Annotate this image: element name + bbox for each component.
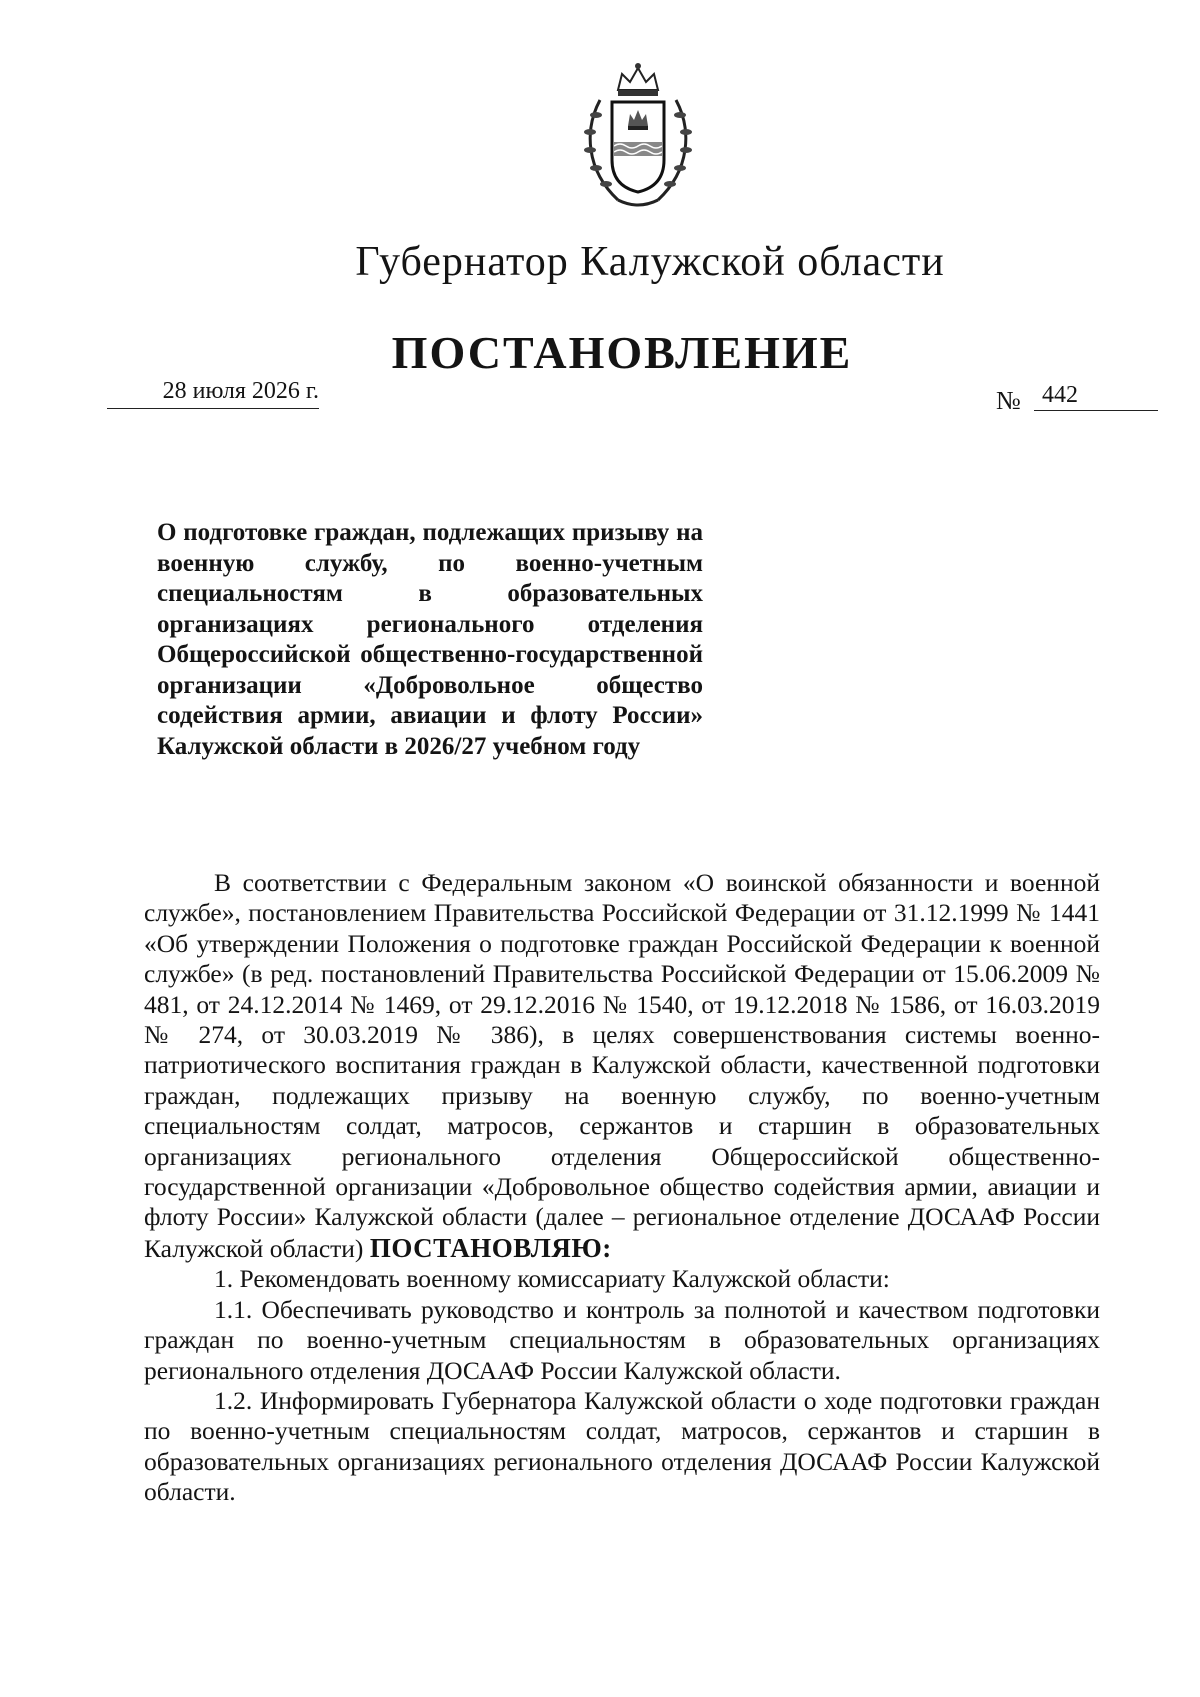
document-number-label: № xyxy=(996,386,1021,415)
document-type-heading: ПОСТАНОВЛЕНИЕ xyxy=(391,327,853,378)
issuing-authority: Губернатор Калужской области xyxy=(355,239,945,285)
decree-word: ПОСТАНОВЛЯЮ: xyxy=(369,1232,612,1263)
item-1-2: 1.2. Информировать Губернатора Калужской области о ходе подготовки граждан по военно-учетным специальностям солдат, матросов, сержантов и старшин в образовательных организациях регионального отделения ДОСААФ России Калужской области. xyxy=(144,1385,1100,1507)
document-title: О подготовке граждан, подлежащих призыву на военную службу, по военно-учетным специальностям в образовательных организациях регионального отделения Общероссийской общественно-государственной организации «Добровольное общество содействия армии, авиации и флоту России» Калужской области в 2026/27 учебном году xyxy=(157,519,703,760)
document-number: 442 xyxy=(1034,380,1158,411)
preamble-paragraph xyxy=(144,868,1100,1264)
document-date: 28 июля 2026 г. xyxy=(107,376,319,409)
preamble-text: В соответствии с Федеральным законом «О воинской обязанности и военной службе», постановлением Правительства Российской Федерации от 31.12.1999 № 1441 «Об утверждении Положения о подготовке граждан Российской Федерации к военной службе» (в ред. постановлений Правительства Российской Федерации от 15.06.2009 № 481, от 24.12.2014 № 1469, от 29.12.2016 № 1540, от 19.12.2018 № 1586, от 16.03.2019 № 274, от 30.03.2019 № 386), в целях совершенствования системы военно-патриотического воспитания граждан в Калужской области, качественной подготовки граждан, подлежащих призыву на военную службу, по военно-учетным специальностям солдат, матросов, сержантов и старшин в образовательных организациях регионального отделения Общероссийской общественно-государственной организации «Добровольное общество содействия армии, авиации и флоту России» Калужской области (далее – региональное отделение ДОСААФ России Калужской области) xyxy=(144,868,1100,1263)
item-1-1: 1.1. Обеспечивать руководство и контроль за полнотой и качеством подготовки граждан по военно-учетным специальностям в образовательных организациях регионального отделения ДОСААФ России Калужской области. xyxy=(144,1294,1100,1385)
document-body xyxy=(144,868,1100,1508)
item-1: 1. Рекомендовать военному комиссариату Калужской области: xyxy=(214,1264,890,1294)
kaluga-coat-of-arms-icon xyxy=(578,60,698,210)
